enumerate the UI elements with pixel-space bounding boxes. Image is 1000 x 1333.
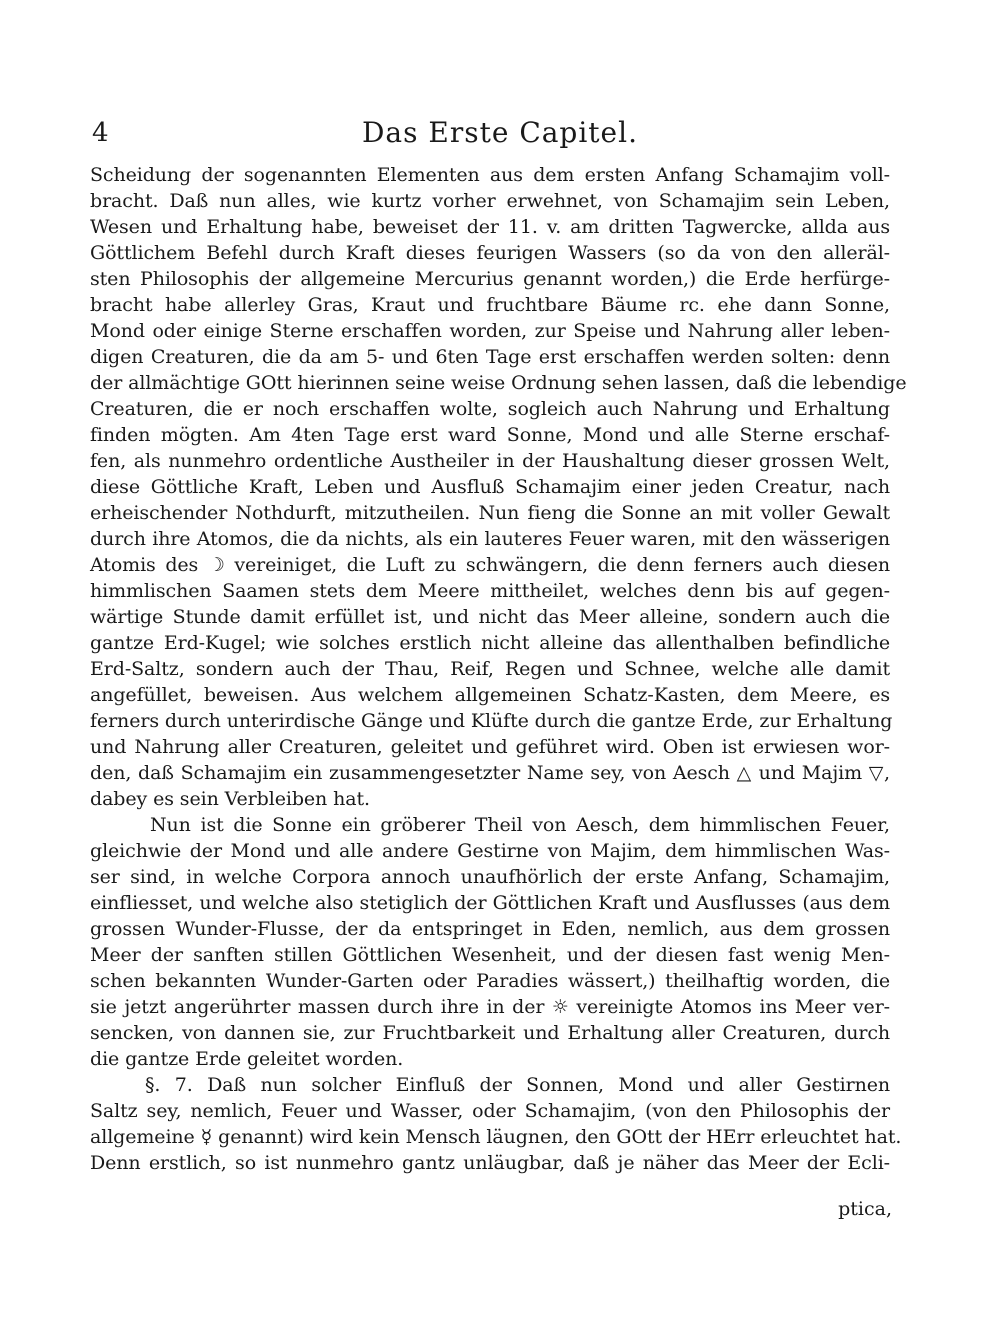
text-line: finden mögten. Am 4ten Tage erst ward Sonne, Mond und alle Sterne erschaf- bbox=[90, 424, 890, 446]
text-line: dabey es sein Verbleiben hat. bbox=[90, 788, 370, 810]
catchword: ptica, bbox=[838, 1198, 892, 1220]
text-line: sie jetzt angerührter massen durch ihre in der ☼ vereinigte Atomos ins Meer ver- bbox=[90, 996, 890, 1018]
text-line: ser sind, in welche Corpora annoch unaufhörlich der erste Anfang, Schamajim, bbox=[90, 866, 890, 888]
running-title: Das Erste Capitel. bbox=[361, 116, 638, 149]
text-line: Meer der sanften stillen Göttlichen Wesenheit, und der diesen fast wenig Men- bbox=[90, 944, 890, 966]
text-line: diese Göttliche Kraft, Leben und Ausfluß Schamajim einer jeden Creatur, nach bbox=[90, 476, 890, 498]
text-line: gleichwie der Mond und alle andere Gestirne von Majim, dem himmlischen Was- bbox=[90, 840, 890, 862]
text-line: erheischender Nothdurft, mitzutheilen. Nun fieng die Sonne an mit voller Gewalt bbox=[90, 502, 890, 524]
text-line: Saltz sey, nemlich, Feuer und Wasser, oder Schamajim, (von den Philosophis der bbox=[90, 1100, 890, 1122]
text-line: angefüllet, beweisen. Aus welchem allgemeinen Schatz-Kasten, dem Meere, es bbox=[90, 684, 890, 706]
text-line: Erd-Saltz, sondern auch der Thau, Reif, Regen und Schnee, welche alle damit bbox=[90, 658, 890, 680]
text-line: schen bekannten Wunder-Garten oder Paradies wässert,) theilhaftig worden, die bbox=[90, 970, 890, 992]
text-line: Nun ist die Sonne ein gröberer Theil von Aesch, dem himmlischen Feuer, bbox=[150, 814, 890, 836]
text-line: durch ihre Atomos, die da nichts, als ein lauteres Feuer waren, mit den wässerigen bbox=[90, 528, 890, 550]
text-line: himmlischen Saamen stets dem Meere mittheilet, welches denn bis auf gegen- bbox=[90, 580, 890, 602]
text-line: einfliesset, und welche also stetiglich der Göttlichen Kraft und Ausflusses (aus dem bbox=[90, 892, 890, 914]
section-line: §. 7. Daß nun solcher Einfluß der Sonnen, Mond und aller Gestirnen bbox=[145, 1074, 890, 1096]
text-line: bracht habe allerley Gras, Kraut und fruchtbare Bäume rc. ehe dann Sonne, bbox=[90, 294, 890, 316]
text-line: wärtige Stunde damit erfüllet ist, und nicht das Meer alleine, sondern auch die bbox=[90, 606, 890, 628]
text-line: gantze Erd-Kugel; wie solches erstlich nicht alleine das allenthalben befindliche bbox=[90, 632, 890, 654]
text-line: und Nahrung aller Creaturen, geleitet und geführet wird. Oben ist erwiesen wor- bbox=[90, 736, 890, 758]
text-line: bracht. Daß nun alles, wie kurtz vorher erwehnet, von Schamajim sein Leben, bbox=[90, 190, 890, 212]
text-line: digen Creaturen, die da am 5- und 6ten Tage erst erschaffen werden solten: denn bbox=[90, 346, 890, 368]
text-line: fen, als nunmehro ordentliche Austheiler in der Haushaltung dieser grossen Welt, bbox=[90, 450, 890, 472]
text-line: Denn erstlich, so ist nunmehro gantz unläugbar, daß je näher das Meer der Ecli- bbox=[90, 1152, 890, 1174]
text-line: Göttlichem Befehl durch Kraft dieses feurigen Wassers (so da von den alleräl- bbox=[90, 242, 890, 264]
text-line: die gantze Erde geleitet worden. bbox=[90, 1048, 404, 1070]
text-line: grossen Wunder-Flusse, der da entspringet in Eden, nemlich, aus dem grossen bbox=[90, 918, 890, 940]
text-line: Scheidung der sogenannten Elementen aus dem ersten Anfang Schamajim voll- bbox=[90, 164, 890, 186]
text-line: Wesen und Erhaltung habe, beweiset der 11. v. am dritten Tagwercke, allda aus bbox=[90, 216, 890, 238]
page-number: 4 bbox=[92, 118, 109, 148]
text-line: Creaturen, die er noch erschaffen wolte, sogleich auch Nahrung und Erhaltung bbox=[90, 398, 890, 420]
text-line: sencken, von dannen sie, zur Fruchtbarkeit und Erhaltung aller Creaturen, durch bbox=[90, 1022, 890, 1044]
text-line: allgemeine ☿ genannt) wird kein Mensch läugnen, den GOtt der HErr erleuchtet hat. bbox=[90, 1126, 902, 1148]
text-line: den, daß Schamajim ein zusammengesetzter Name sey, von Aesch △ und Majim ▽, bbox=[90, 762, 890, 784]
text-line: sten Philosophis der allgemeine Mercurius genannt worden,) die Erde herfürge- bbox=[90, 268, 890, 290]
text-line: der allmächtige GOtt hierinnen seine weise Ordnung sehen lassen, daß die lebendige bbox=[90, 372, 907, 394]
text-line: Mond oder einige Sterne erschaffen worden, zur Speise und Nahrung aller leben- bbox=[90, 320, 890, 342]
text-line: ferners durch unterirdische Gänge und Klüfte durch die gantze Erde, zur Erhaltung bbox=[90, 710, 893, 732]
text-line: Atomis des ☽ vereiniget, die Luft zu schwängern, die denn ferners auch diesen bbox=[90, 554, 890, 576]
body-text bbox=[90, 162, 907, 1176]
